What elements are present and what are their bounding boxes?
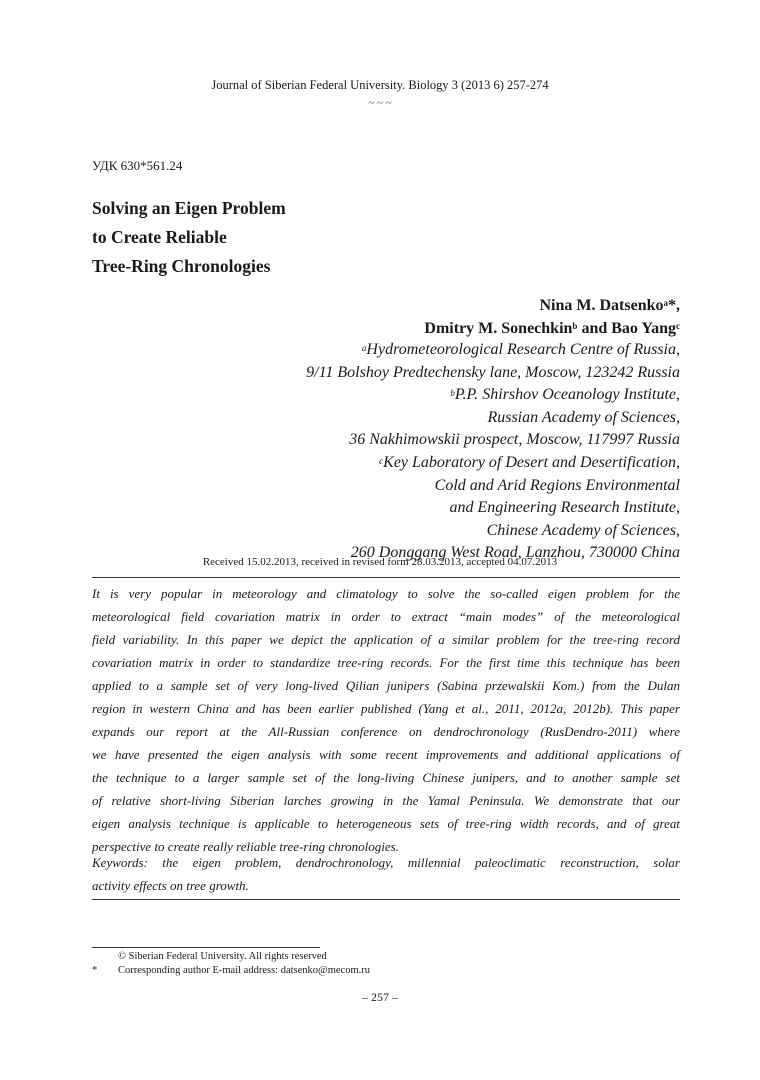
abstract-line: covariation matrix in order to standardize tree-ring records. For the first time this technique has been [92, 655, 680, 670]
affiliation-line: 36 Nakhimowskii prospect, Moscow, 117997 Russia [349, 431, 680, 449]
author-name: Dmitry M. Sonechkin [424, 320, 573, 337]
abstract-line: It is very popular in meteorology and climatology to solve the so-called eigen problem for the [92, 586, 680, 601]
affiliation-line: Cold and Arid Regions Environmental [434, 476, 680, 494]
keywords-line: activity effects on tree growth. [92, 878, 249, 893]
corresponding-author-note: Corresponding author E-mail address: datsenko@mecom.ru [118, 965, 370, 976]
affiliation-line: Russian Academy of Sciences, [487, 408, 680, 426]
abstract-line: field variability. In this paper we depict the application of a similar problem for the tree-ring record [92, 632, 680, 647]
abstract-line: applied to a sample set of very long-lived Qilian junipers (Sabina przewalskii Kom.) from the Dulan [92, 678, 680, 693]
affiliation-mark: a [663, 298, 668, 308]
journal-header: Journal of Siberian Federal University. Biology 3 (2013 6) 257-274 [211, 78, 549, 92]
abstract-top-rule [92, 577, 680, 578]
affiliation-line: 9/11 Bolshoy Predtechensky lane, Moscow, 123242 Russia [306, 363, 680, 381]
affiliation-line: $^c$Key Laboratory of Desert and Desertification, [379, 453, 680, 471]
affiliations [306, 339, 680, 565]
abstract-line: we have presented the eigen analysis with some recent improvements and additional applications of [92, 747, 680, 762]
abstract-line: expands our report at the All-Russian conference on dendrochronology (RusDendro-2011) where [92, 724, 680, 739]
affiliation-line: and Engineering Research Institute, [449, 499, 680, 517]
abstract-line: perspective to create really reliable tree-ring chronologies. [92, 839, 399, 854]
paper-title [92, 194, 286, 281]
affiliation-line: $^b$P.P. Shirshov Oceanology Institute, [450, 386, 680, 404]
header-ornament: ~ ~ ~ [368, 97, 392, 109]
abstract-line: the technique to a larger sample set of the long-living Chinese junipers, and to another sample set [92, 770, 680, 785]
affiliation-line: 260 Donggang West Road, Lanzhou, 730000 China [350, 544, 680, 562]
abstract-line: eigen analysis technique is applicable to heterogeneous sets of tree-ring width records, and of great [92, 816, 680, 831]
author-conjunction: and [577, 320, 612, 337]
author-name: Bao Yang [611, 320, 676, 337]
keywords [92, 851, 680, 897]
footnote-star: * [92, 965, 98, 976]
abstract-bottom-rule [92, 899, 680, 900]
title-line: to Create Reliable [92, 227, 227, 247]
author-tail: *, [668, 297, 680, 314]
title-line: Solving an Eigen Problem [92, 198, 286, 218]
title-line: Tree-Ring Chronologies [92, 256, 271, 276]
affiliation-line: Chinese Academy of Sciences, [486, 521, 680, 539]
footnotes [92, 950, 370, 978]
affiliation-line: $^a$Hydrometeorological Research Centre of Russia, [361, 341, 680, 358]
affiliation-mark: b [572, 321, 578, 331]
abstract-line: region in western China and has been earlier published (Yang et al., 2011, 2012a, 2012b). This paper [92, 701, 680, 716]
abstract [92, 582, 680, 858]
page-number: – 257 – [362, 990, 398, 1004]
copyright-note: © Siberian Federal University. All rights reserved [118, 951, 327, 962]
affiliation-mark: c [676, 321, 680, 331]
keywords-line: Keywords: the eigen problem, dendrochronology, millennial paleoclimatic reconstruction, solar [92, 855, 680, 870]
abstract-line: of relative short-living Siberian larches growing in the Yamal Peninsula. We demonstrate that our [92, 793, 680, 808]
authors [424, 294, 680, 340]
udk-code: УДК 630*561.24 [92, 158, 183, 173]
abstract-line: meteorological field covariation matrix in order to extract “main modes” of the meteorological [92, 609, 680, 624]
received-dates: Received 15.02.2013, received in revised form 28.03.2013, accepted 04.07.2013 [202, 556, 558, 568]
author-name: Nina M. Datsenko [539, 297, 664, 314]
footnote-rule [92, 947, 320, 948]
